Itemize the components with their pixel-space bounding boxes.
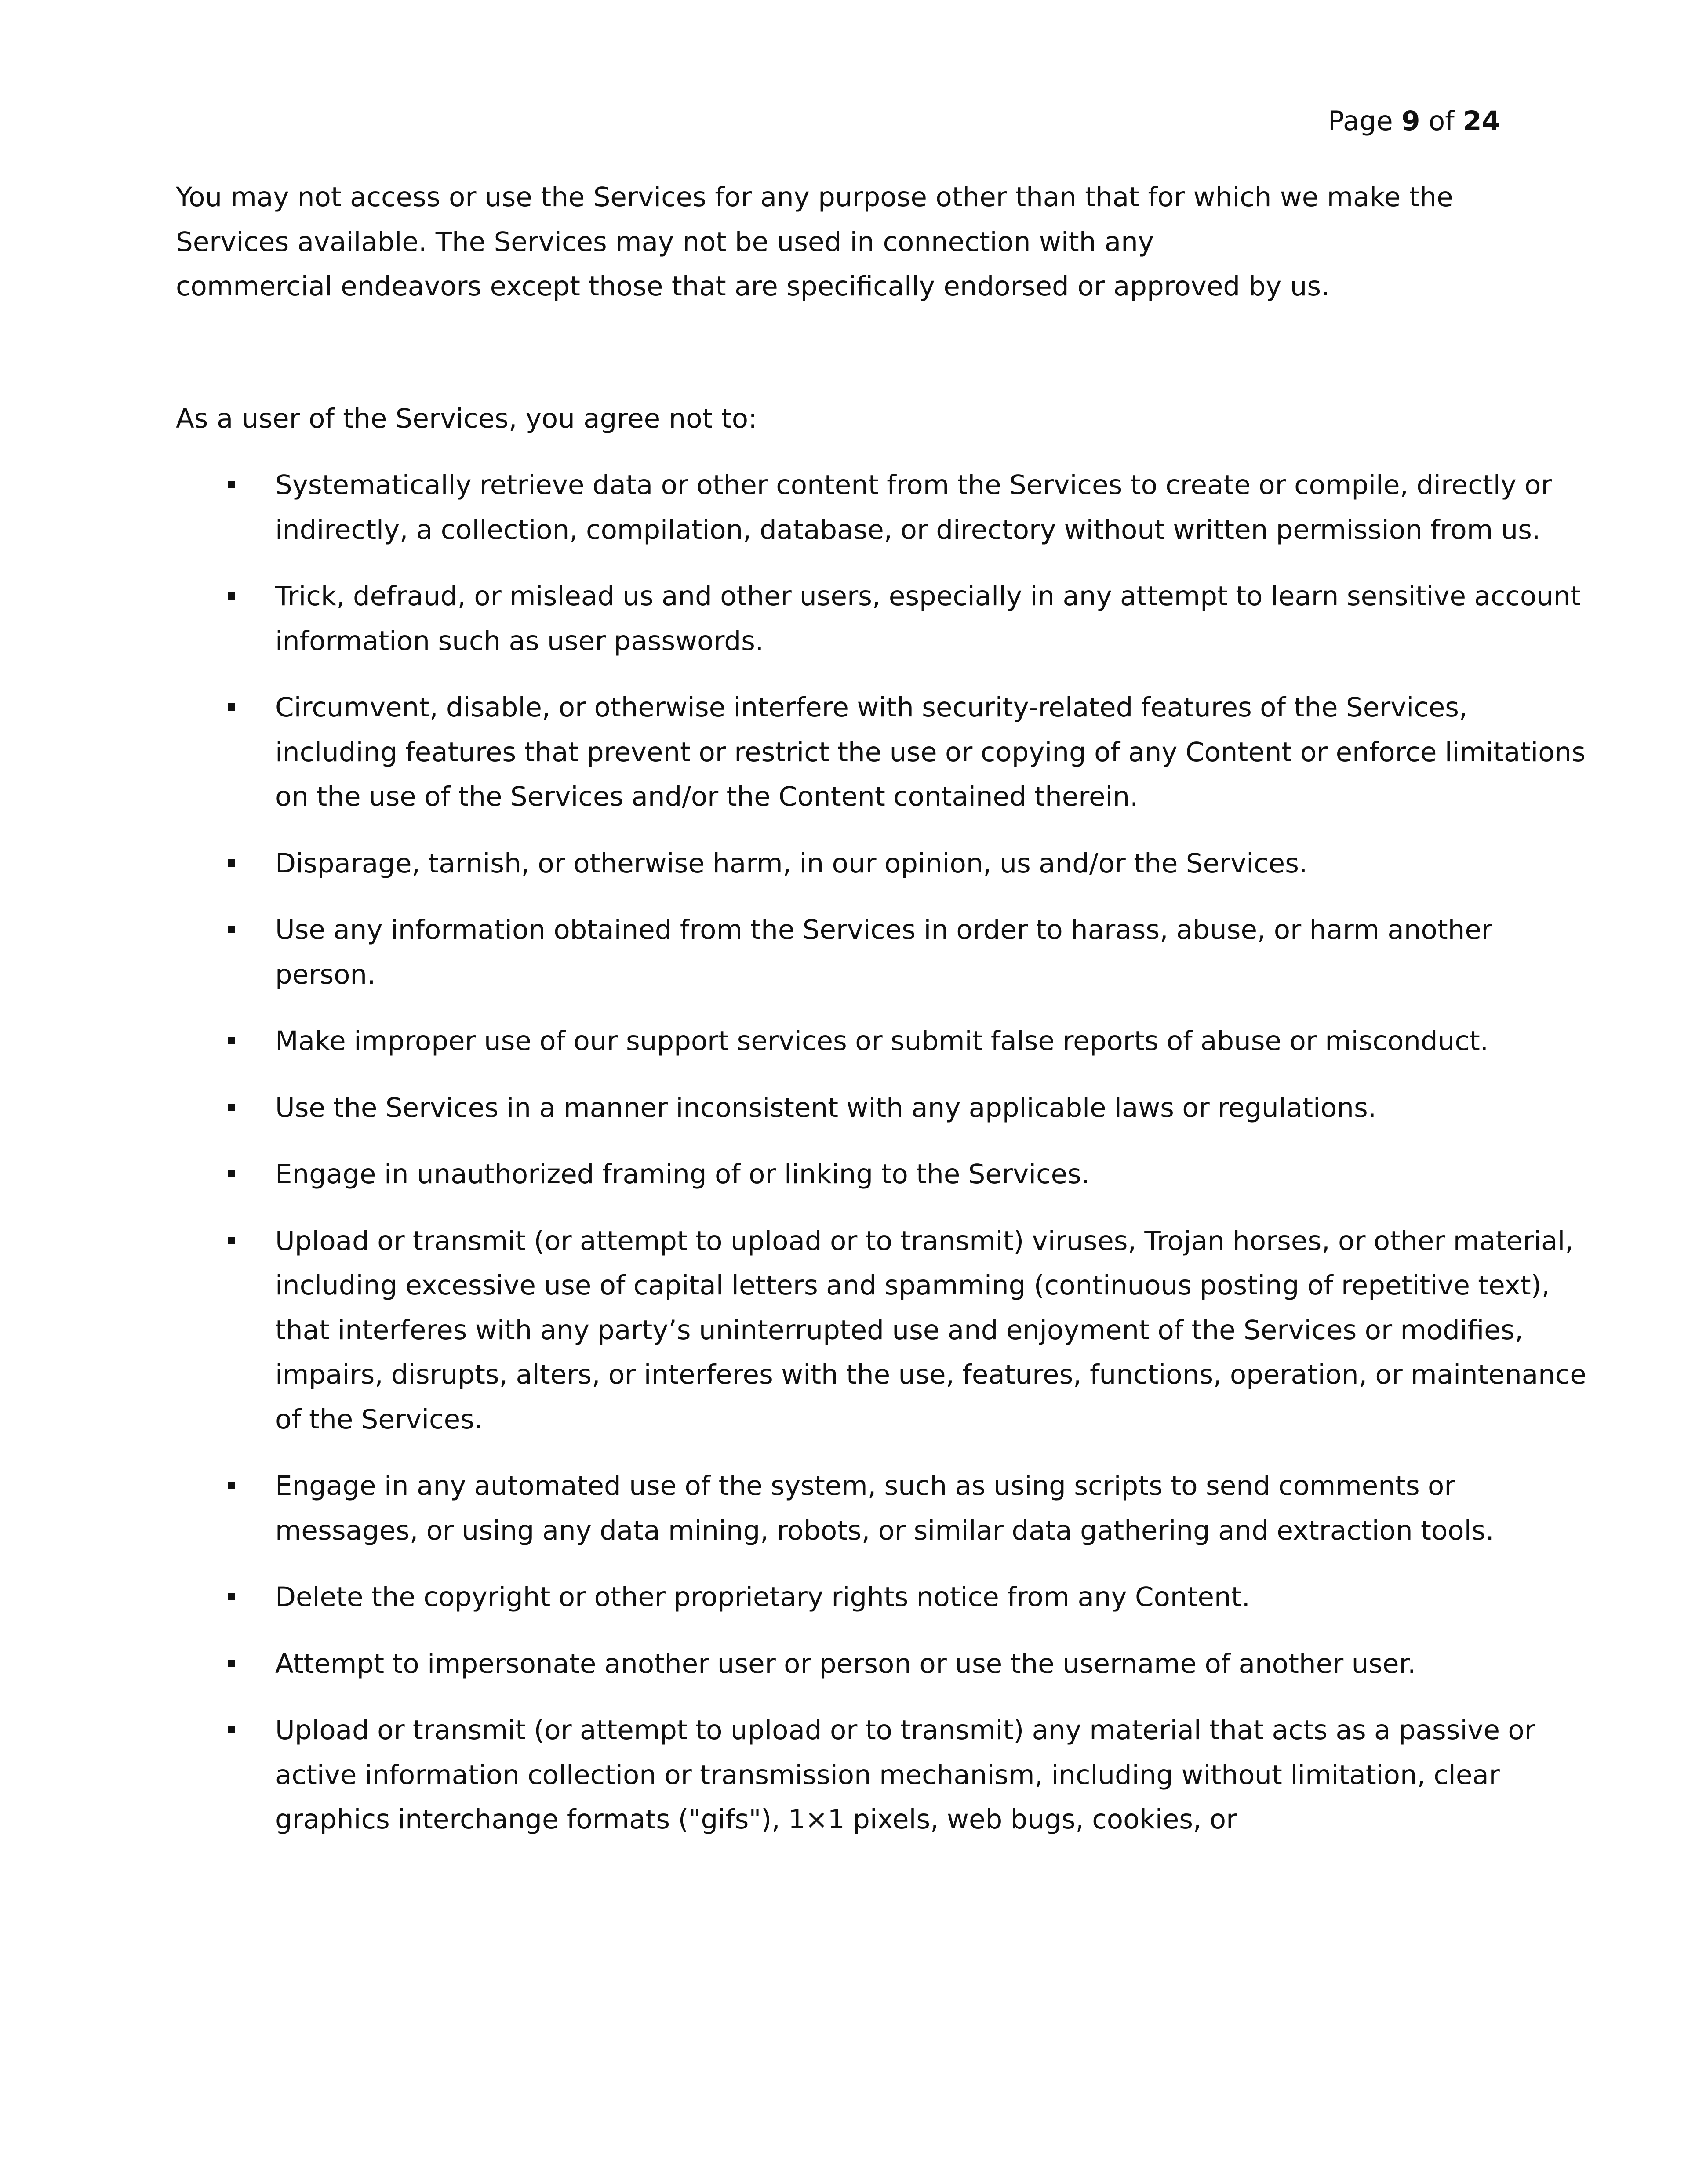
square-bullet-icon [228,1660,235,1667]
list-item-text: Use the Services in a manner inconsistent with any applicable laws or regulations. [275,1092,1377,1123]
list-item-text: Make improper use of our support services or submit false reports of abuse or misconduct. [275,1025,1489,1057]
list-item [176,1019,1512,1064]
square-bullet-icon [228,1104,235,1111]
list-item [176,574,1581,663]
prohibited-activities-lead-in: As a user of the Services, you agree not to: [176,403,757,434]
list-item [176,1642,1512,1686]
list-item-text: Delete the copyright or other proprietary rights notice from any Content. [275,1581,1250,1613]
list-item [176,908,1512,997]
list-item [176,463,1552,552]
list-item-text: Upload or transmit (or attempt to upload or to transmit) viruses, Trojan horses, or other material, including excessive use of capital letters and spamming (continuous posting of repetitive text), that interferes with any party’s uninterrupted use and enjoyment of the Services or modifies, impairs, disrupts, alters, or interferes with the use, features, functions, operation, or maintenance of the Services. [275,1225,1586,1435]
list-item-text: Attempt to impersonate another user or person or use the username of another user. [275,1648,1416,1679]
list-item-text: Systematically retrieve data or other content from the Services to create or compile, directly or indirectly, a collection, compilation, database, or directory without written permission from us. [275,469,1552,545]
square-bullet-icon [228,926,235,933]
square-bullet-icon [228,1037,235,1044]
square-bullet-icon [228,1237,235,1244]
of-word: of [1428,105,1455,137]
square-bullet-icon [228,1482,235,1489]
square-bullet-icon [228,1726,235,1733]
current-page-number: 9 [1401,105,1420,137]
square-bullet-icon [228,481,235,488]
list-item [176,1708,1535,1842]
list-item-text: Disparage, tarnish, or otherwise harm, in our opinion, us and/or the Services. [275,847,1308,879]
prohibited-activities-list [176,463,1586,1842]
square-bullet-icon [228,1170,235,1177]
intro-paragraph-line: You may not access or use the Services for any purpose other than that for which we make the [176,182,1453,213]
square-bullet-icon [228,1593,235,1600]
list-item [176,1219,1586,1442]
list-item [176,685,1586,819]
list-item [176,841,1512,886]
list-item-text: Engage in any automated use of the system, such as using scripts to send comments or messages, or using any data mining, robots, or similar data gathering and extraction tools. [275,1470,1494,1546]
list-item [176,1575,1512,1620]
list-item-text: Circumvent, disable, or otherwise interfere with security-related features of the Services, including features that prevent or restrict the use or copying of any Content or enforce limitations on the use of the Services and/or the Content contained therein. [275,692,1586,812]
square-bullet-icon [228,592,235,600]
square-bullet-icon [228,703,235,711]
square-bullet-icon [228,859,235,867]
list-item-text: Engage in unauthorized framing of or linking to the Services. [275,1159,1090,1190]
intro-paragraph [176,175,1512,309]
intro-paragraph-line: commercial endeavors except those that are specifically endorsed or approved by us. [176,271,1330,302]
list-item-text: Upload or transmit (or attempt to upload or to transmit) any material that acts as a passive or active information collection or transmission mechanism, including without limitation, clear graphics interchange formats ("gifs"), 1×1 pixels, web bugs, cookies, or [275,1715,1535,1835]
total-pages-number: 24 [1463,105,1500,137]
list-item-text: Trick, defraud, or mislead us and other users, especially in any attempt to learn sensitive account information such as user passwords. [275,581,1581,657]
page-number [1328,99,1500,143]
list-item [176,1086,1512,1130]
list-item [176,1464,1512,1553]
list-item-text: Use any information obtained from the Services in order to harass, abuse, or harm another person. [275,914,1492,990]
document-body [176,175,1586,1864]
list-item [176,1152,1512,1197]
intro-paragraph-line: Services available. The Services may not be used in connection with any [176,226,1154,258]
page-word: Page [1328,105,1393,137]
